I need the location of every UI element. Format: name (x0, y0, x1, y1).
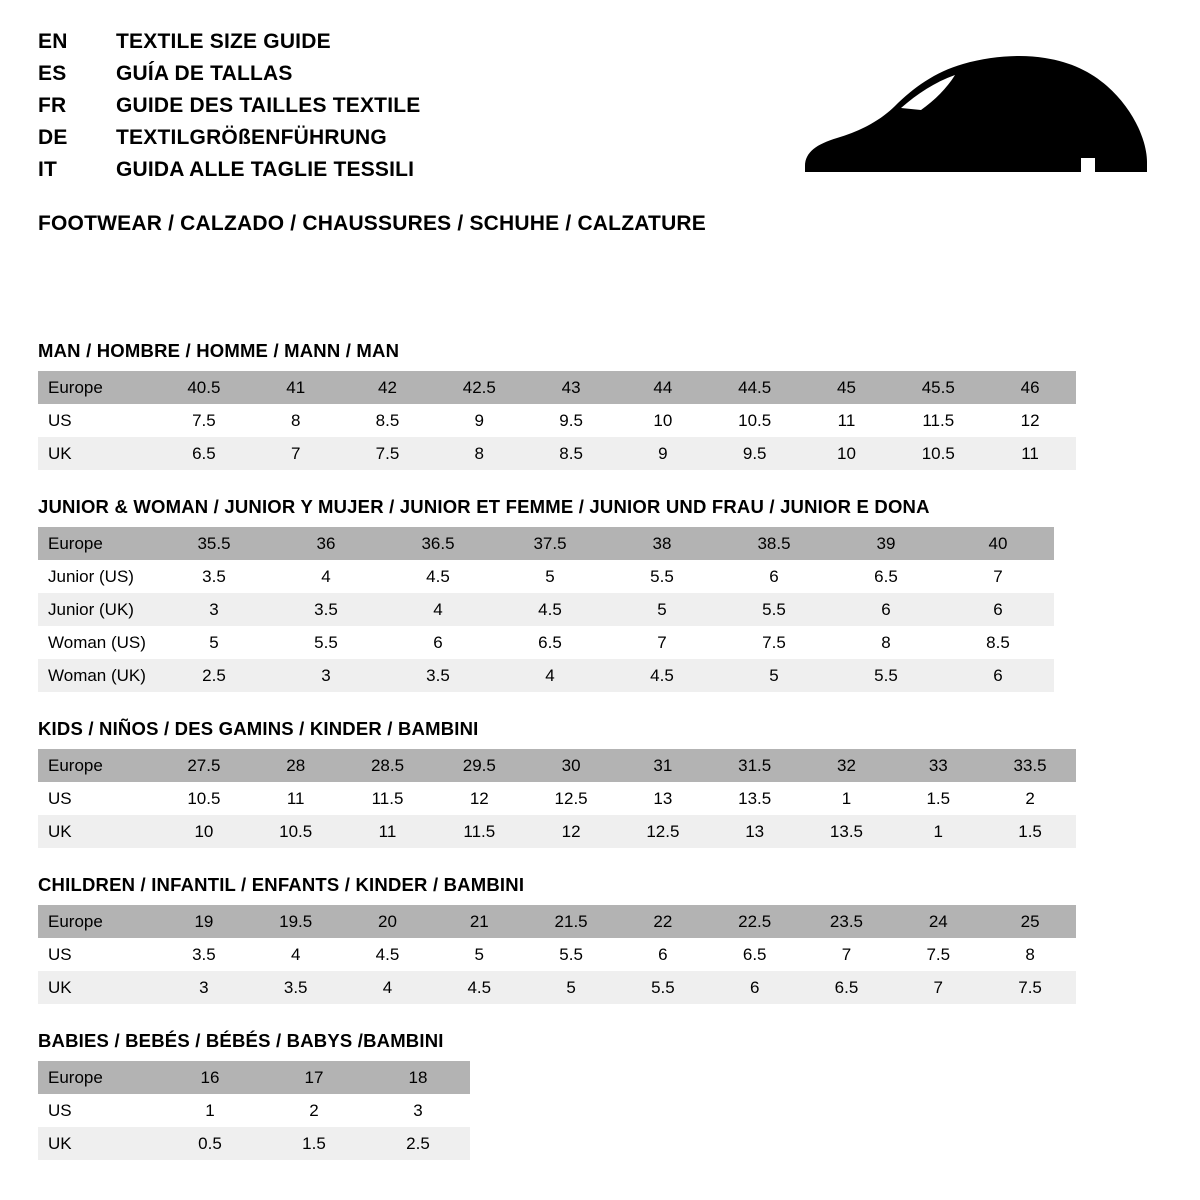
language-title: GUIDE DES TAILLES TEXTILE (116, 94, 421, 117)
size-section (38, 496, 1168, 692)
size-cell: 29.5 (433, 749, 525, 782)
size-cell: 11.5 (433, 815, 525, 848)
size-cell: 4 (250, 938, 342, 971)
size-cell: 10.5 (158, 782, 250, 815)
table-row (38, 1127, 470, 1160)
size-cell: 8.5 (525, 437, 617, 470)
size-cell: 33 (892, 749, 984, 782)
size-cell: 28.5 (342, 749, 434, 782)
language-title: GUÍA DE TALLAS (116, 62, 293, 85)
size-cell: 12 (984, 404, 1076, 437)
size-cell: 6.5 (158, 437, 250, 470)
size-cell: 27.5 (158, 749, 250, 782)
size-cell: 4.5 (382, 560, 494, 593)
size-cell: 5 (718, 659, 830, 692)
table-row (38, 749, 1076, 782)
size-cell: 9.5 (709, 437, 801, 470)
row-label: Woman (US) (38, 626, 158, 659)
table-row (38, 782, 1076, 815)
size-cell: 13 (709, 815, 801, 848)
size-cell: 0.5 (158, 1127, 262, 1160)
size-tables (38, 340, 1168, 1186)
size-cell: 36.5 (382, 527, 494, 560)
size-cell: 10.5 (892, 437, 984, 470)
size-cell: 43 (525, 371, 617, 404)
size-cell: 23.5 (801, 905, 893, 938)
size-cell: 22.5 (709, 905, 801, 938)
table-row (38, 527, 1054, 560)
size-cell: 44 (617, 371, 709, 404)
size-cell: 5 (433, 938, 525, 971)
size-table (38, 749, 1076, 848)
size-cell: 7.5 (158, 404, 250, 437)
size-cell: 4 (342, 971, 434, 1004)
size-cell: 6 (382, 626, 494, 659)
table-row (38, 938, 1076, 971)
size-cell: 41 (250, 371, 342, 404)
size-cell: 10 (158, 815, 250, 848)
size-cell: 11.5 (892, 404, 984, 437)
language-code: EN (38, 30, 68, 53)
size-cell: 2.5 (366, 1127, 470, 1160)
size-cell: 39 (830, 527, 942, 560)
size-cell: 4.5 (433, 971, 525, 1004)
size-cell: 6.5 (801, 971, 893, 1004)
size-cell: 42.5 (433, 371, 525, 404)
row-label: Europe (38, 371, 158, 404)
size-cell: 28 (250, 749, 342, 782)
row-label: US (38, 1094, 158, 1127)
size-table (38, 905, 1076, 1004)
size-cell: 40.5 (158, 371, 250, 404)
row-label: Woman (UK) (38, 659, 158, 692)
size-cell: 4 (494, 659, 606, 692)
size-cell: 5.5 (606, 560, 718, 593)
language-code: DE (38, 126, 68, 149)
size-cell: 7.5 (984, 971, 1076, 1004)
size-cell: 3 (158, 971, 250, 1004)
size-cell: 8 (433, 437, 525, 470)
size-cell: 19 (158, 905, 250, 938)
table-row (38, 905, 1076, 938)
table-row (38, 815, 1076, 848)
section-title: CHILDREN / INFANTIL / ENFANTS / KINDER / BAMBINI (38, 874, 525, 895)
size-section (38, 340, 1168, 470)
size-cell: 1.5 (984, 815, 1076, 848)
row-label: US (38, 404, 158, 437)
row-label: UK (38, 971, 158, 1004)
language-title: TEXTILE SIZE GUIDE (116, 30, 331, 53)
size-cell: 11 (801, 404, 893, 437)
table-row (38, 404, 1076, 437)
size-cell: 38 (606, 527, 718, 560)
size-cell: 16 (158, 1061, 262, 1094)
size-cell: 10.5 (250, 815, 342, 848)
language-title: TEXTILGRÖßENFÜHRUNG (116, 126, 387, 149)
size-section (38, 874, 1168, 1004)
size-cell: 3.5 (382, 659, 494, 692)
size-cell: 6 (830, 593, 942, 626)
size-cell: 9 (617, 437, 709, 470)
size-cell: 9.5 (525, 404, 617, 437)
size-cell: 18 (366, 1061, 470, 1094)
size-cell: 7 (942, 560, 1054, 593)
size-cell: 4.5 (342, 938, 434, 971)
size-cell: 7 (606, 626, 718, 659)
size-cell: 8 (250, 404, 342, 437)
size-cell: 11 (984, 437, 1076, 470)
size-cell: 2.5 (158, 659, 270, 692)
size-cell: 1 (801, 782, 893, 815)
language-code: FR (38, 94, 67, 117)
size-cell: 1.5 (892, 782, 984, 815)
size-cell: 7.5 (892, 938, 984, 971)
size-cell: 5 (525, 971, 617, 1004)
size-cell: 6.5 (830, 560, 942, 593)
size-cell: 3 (158, 593, 270, 626)
size-cell: 3 (270, 659, 382, 692)
size-cell: 9 (433, 404, 525, 437)
size-cell: 5 (606, 593, 718, 626)
size-cell: 8.5 (342, 404, 434, 437)
size-section (38, 1030, 1168, 1160)
row-label: US (38, 782, 158, 815)
size-cell: 13 (617, 782, 709, 815)
size-cell: 5.5 (718, 593, 830, 626)
table-row (38, 971, 1076, 1004)
size-cell: 4.5 (494, 593, 606, 626)
size-cell: 2 (262, 1094, 366, 1127)
size-cell: 8 (984, 938, 1076, 971)
size-cell: 5.5 (617, 971, 709, 1004)
size-cell: 12 (433, 782, 525, 815)
size-cell: 6 (942, 659, 1054, 692)
size-cell: 32 (801, 749, 893, 782)
size-cell: 3.5 (270, 593, 382, 626)
section-title: BABIES / BEBÉS / BÉBÉS / BABYS /BAMBINI (38, 1030, 444, 1051)
size-cell: 30 (525, 749, 617, 782)
row-label: US (38, 938, 158, 971)
row-label: UK (38, 437, 158, 470)
row-label: Europe (38, 749, 158, 782)
size-cell: 6 (942, 593, 1054, 626)
size-cell: 12 (525, 815, 617, 848)
size-cell: 46 (984, 371, 1076, 404)
size-cell: 17 (262, 1061, 366, 1094)
table-row (38, 626, 1054, 659)
size-cell: 13.5 (709, 782, 801, 815)
size-cell: 6.5 (709, 938, 801, 971)
size-cell: 7 (250, 437, 342, 470)
size-cell: 37.5 (494, 527, 606, 560)
size-cell: 7 (801, 938, 893, 971)
size-cell: 10 (617, 404, 709, 437)
row-label: Junior (US) (38, 560, 158, 593)
size-cell: 5.5 (270, 626, 382, 659)
size-cell: 1 (158, 1094, 262, 1127)
section-title: KIDS / NIÑOS / DES GAMINS / KINDER / BAMBINI (38, 718, 479, 739)
size-section (38, 718, 1168, 848)
table-row (38, 593, 1054, 626)
size-cell: 31.5 (709, 749, 801, 782)
size-cell: 4 (382, 593, 494, 626)
section-title: JUNIOR & WOMAN / JUNIOR Y MUJER / JUNIOR ET FEMME / JUNIOR UND FRAU / JUNIOR E DONA (38, 496, 930, 517)
size-cell: 45.5 (892, 371, 984, 404)
row-label: Junior (UK) (38, 593, 158, 626)
language-title: GUIDA ALLE TAGLIE TESSILI (116, 158, 415, 181)
size-table (38, 371, 1076, 470)
size-cell: 21.5 (525, 905, 617, 938)
size-cell: 8 (830, 626, 942, 659)
size-cell: 7.5 (342, 437, 434, 470)
size-cell: 3.5 (158, 560, 270, 593)
size-cell: 22 (617, 905, 709, 938)
size-cell: 5.5 (830, 659, 942, 692)
size-cell: 25 (984, 905, 1076, 938)
size-cell: 7 (892, 971, 984, 1004)
row-label: Europe (38, 905, 158, 938)
size-cell: 3 (366, 1094, 470, 1127)
size-cell: 3.5 (250, 971, 342, 1004)
size-cell: 12.5 (617, 815, 709, 848)
language-code: ES (38, 62, 67, 85)
table-row (38, 560, 1054, 593)
row-label: UK (38, 1127, 158, 1160)
size-cell: 10.5 (709, 404, 801, 437)
size-cell: 6 (617, 938, 709, 971)
size-cell: 31 (617, 749, 709, 782)
row-label: UK (38, 815, 158, 848)
size-cell: 35.5 (158, 527, 270, 560)
row-label: Europe (38, 527, 158, 560)
size-cell: 3.5 (158, 938, 250, 971)
size-cell: 11 (250, 782, 342, 815)
size-cell: 5 (494, 560, 606, 593)
size-cell: 1.5 (262, 1127, 366, 1160)
size-cell: 33.5 (984, 749, 1076, 782)
size-cell: 10 (801, 437, 893, 470)
language-code: IT (38, 158, 58, 181)
table-row (38, 1094, 470, 1127)
size-cell: 4.5 (606, 659, 718, 692)
size-cell: 4 (270, 560, 382, 593)
size-cell: 40 (942, 527, 1054, 560)
size-cell: 1 (892, 815, 984, 848)
size-cell: 36 (270, 527, 382, 560)
size-cell: 11 (342, 815, 434, 848)
table-row (38, 1061, 470, 1094)
size-cell: 38.5 (718, 527, 830, 560)
size-table (38, 1061, 470, 1160)
table-row (38, 659, 1054, 692)
size-cell: 24 (892, 905, 984, 938)
size-cell: 11.5 (342, 782, 434, 815)
row-label: Europe (38, 1061, 158, 1094)
size-cell: 21 (433, 905, 525, 938)
size-table (38, 527, 1054, 692)
dress-shoe-icon (795, 48, 1155, 198)
size-cell: 44.5 (709, 371, 801, 404)
size-cell: 42 (342, 371, 434, 404)
size-cell: 12.5 (525, 782, 617, 815)
size-cell: 2 (984, 782, 1076, 815)
size-cell: 20 (342, 905, 434, 938)
size-cell: 5 (158, 626, 270, 659)
table-row (38, 371, 1076, 404)
category-line: FOOTWEAR / CALZADO / CHAUSSURES / SCHUHE / CALZATURE (38, 212, 707, 235)
size-cell: 45 (801, 371, 893, 404)
size-cell: 6 (709, 971, 801, 1004)
size-cell: 7.5 (718, 626, 830, 659)
size-cell: 8.5 (942, 626, 1054, 659)
size-cell: 13.5 (801, 815, 893, 848)
size-cell: 5.5 (525, 938, 617, 971)
section-title: MAN / HOMBRE / HOMME / MANN / MAN (38, 340, 400, 361)
size-cell: 19.5 (250, 905, 342, 938)
size-cell: 6.5 (494, 626, 606, 659)
size-cell: 6 (718, 560, 830, 593)
table-row (38, 437, 1076, 470)
